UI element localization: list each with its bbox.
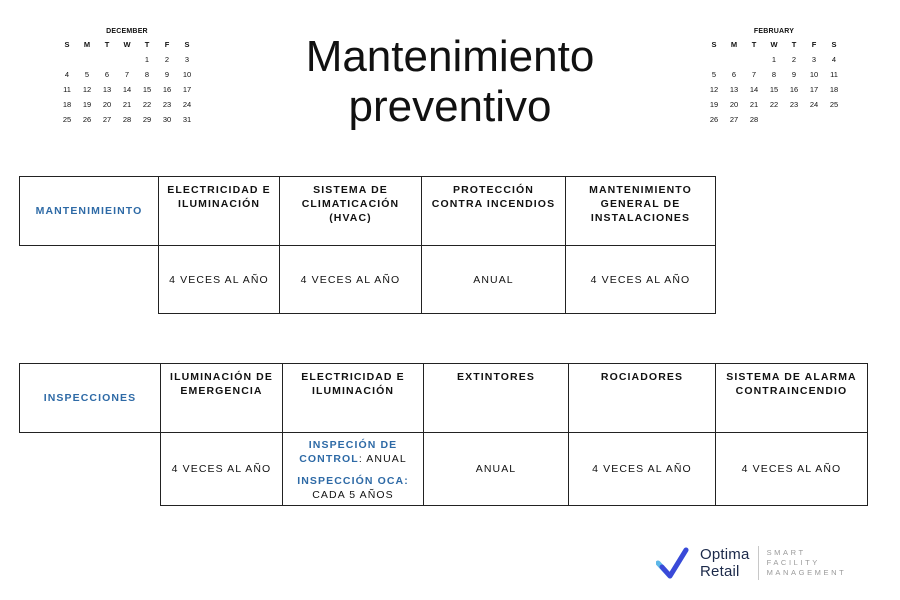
calendar-day: 23 — [162, 100, 172, 109]
weekday-label: M — [83, 40, 91, 49]
table-row — [20, 177, 716, 246]
calendar-day: 5 — [711, 70, 717, 79]
weekday-label: S — [831, 40, 837, 49]
calendar-day: 19 — [709, 100, 719, 109]
calendar-day: 7 — [124, 70, 130, 79]
calendar-day: 5 — [84, 70, 90, 79]
calendar-day: 27 — [729, 115, 739, 124]
value-cell: 4 VECES AL AÑO — [161, 433, 283, 506]
calendar-month-label: FEBRUARY — [753, 28, 795, 35]
header-cell: ILUMINACIÓN DE EMERGENCIA — [161, 364, 283, 433]
table-row — [20, 246, 716, 314]
row-label: MANTENIMIEINTO — [20, 177, 159, 246]
calendar-day: 25 — [62, 115, 72, 124]
calendar-day: 21 — [749, 100, 759, 109]
calendar-day: 28 — [122, 115, 132, 124]
calendar-day: 20 — [729, 100, 739, 109]
calendar-day — [77, 52, 97, 67]
calendar-day: 10 — [809, 70, 819, 79]
logo-name — [700, 546, 750, 580]
calendar-december — [57, 26, 197, 127]
calendar-day: 13 — [729, 85, 739, 94]
weekday-label: T — [144, 40, 150, 49]
page-title-line-2: preventivo — [348, 82, 552, 131]
calendar-day: 9 — [791, 70, 797, 79]
calendar-day: 26 — [709, 115, 719, 124]
calendar-month-label: DECEMBER — [106, 28, 148, 35]
calendar-grid — [57, 37, 197, 127]
calendar-day: 3 — [184, 55, 190, 64]
checkmark-logo-icon — [656, 545, 692, 581]
weekday-label: W — [123, 40, 131, 49]
value-cell: ANUAL — [422, 246, 566, 314]
calendar-february — [704, 26, 844, 127]
weekday-label: M — [730, 40, 738, 49]
calendar-day — [704, 52, 724, 67]
value-cell: 4 VECES AL AÑO — [569, 433, 716, 506]
optima-retail-logo — [656, 543, 846, 583]
calendar-day: 11 — [830, 70, 838, 79]
calendar-day: 16 — [162, 85, 172, 94]
calendar-day: 2 — [791, 55, 797, 64]
header-cell: ELECTRICIDAD E ILUMINACIÓN — [283, 364, 424, 433]
oca-inspection-label: INSPECCIÓN OCA: — [297, 475, 409, 487]
value-cell: 4 VECES AL AÑO — [159, 246, 280, 314]
calendar-day: 26 — [82, 115, 92, 124]
calendar-day: 10 — [182, 70, 192, 79]
calendar-day: 12 — [82, 85, 92, 94]
header-cell: PROTECCIÓN CONTRA INCENDIOS — [422, 177, 566, 246]
calendar-day: 14 — [749, 85, 759, 94]
empty-cell — [20, 246, 159, 314]
logo-name-line-2: Retail — [700, 563, 740, 580]
empty-cell — [20, 433, 161, 506]
calendar-day — [744, 52, 764, 67]
weekday-label: T — [751, 40, 757, 49]
header-cell: ELECTRICIDAD E ILUMINACIÓN — [159, 177, 280, 246]
value-cell: 4 VECES AL AÑO — [716, 433, 868, 506]
calendar-day — [57, 52, 77, 67]
calendar-day: 25 — [829, 100, 839, 109]
calendar-day: 17 — [182, 85, 192, 94]
header-cell: ROCIADORES — [569, 364, 716, 433]
weekday-label: F — [811, 40, 817, 49]
header-cell: EXTINTORES — [424, 364, 569, 433]
calendar-day: 6 — [731, 70, 737, 79]
table-row — [20, 433, 868, 506]
calendar-day: 4 — [64, 70, 70, 79]
calendar-day: 18 — [829, 85, 839, 94]
calendar-day: 31 — [182, 115, 192, 124]
calendar-day: 15 — [769, 85, 779, 94]
inspection-table — [19, 363, 868, 506]
calendar-day: 19 — [82, 100, 92, 109]
calendar-day: 18 — [62, 100, 72, 109]
control-inspection-value: : ANUAL — [358, 453, 407, 465]
row-label: INSPECCIONES — [20, 364, 161, 433]
calendar-day: 12 — [709, 85, 719, 94]
logo-tagline — [767, 548, 847, 578]
weekday-label: S — [64, 40, 70, 49]
weekday-label: S — [711, 40, 717, 49]
value-cell: 4 VECES AL AÑO — [280, 246, 422, 314]
logo-tagline-line: FACILITY — [766, 558, 820, 567]
calendar-day: 8 — [771, 70, 777, 79]
calendar-day: 27 — [102, 115, 112, 124]
calendar-day: 4 — [831, 55, 837, 64]
calendar-day: 23 — [789, 100, 799, 109]
table-row — [20, 364, 868, 433]
calendar-day — [117, 52, 137, 67]
logo-tagline-line: SMART — [766, 548, 806, 557]
calendar-day: 6 — [104, 70, 110, 79]
calendar-day: 1 — [144, 55, 150, 64]
calendar-day: 28 — [749, 115, 759, 124]
calendar-day: 22 — [769, 100, 779, 109]
calendar-day: 24 — [809, 100, 819, 109]
value-cell: 4 VECES AL AÑO — [566, 246, 716, 314]
calendar-grid — [704, 37, 844, 127]
calendar-day: 20 — [102, 100, 112, 109]
calendar-day: 16 — [789, 85, 799, 94]
calendar-day: 3 — [811, 55, 817, 64]
calendar-day — [724, 52, 744, 67]
value-cell-electricity — [283, 433, 424, 506]
calendar-day: 9 — [164, 70, 170, 79]
oca-inspection-value: CADA 5 AÑOS — [312, 489, 394, 501]
value-cell: ANUAL — [424, 433, 569, 506]
calendar-day: 21 — [122, 100, 132, 109]
header-cell: SISTEMA DE CLIMATICACIÓN (HVAC) — [280, 177, 422, 246]
calendar-day: 17 — [809, 85, 819, 94]
weekday-label: W — [770, 40, 778, 49]
weekday-label: F — [164, 40, 170, 49]
page-title — [250, 32, 650, 132]
weekday-label: S — [184, 40, 190, 49]
logo-divider — [758, 546, 759, 580]
calendar-day: 11 — [63, 85, 71, 94]
calendar-day: 1 — [771, 55, 777, 64]
calendar-day: 22 — [142, 100, 152, 109]
calendar-day: 29 — [142, 115, 152, 124]
calendar-day: 14 — [122, 85, 132, 94]
calendar-day: 13 — [102, 85, 112, 94]
calendar-day: 24 — [182, 100, 192, 109]
page-title-line-1: Mantenimiento — [305, 32, 595, 81]
logo-name-line-1: Optima — [700, 546, 750, 563]
calendar-day: 30 — [162, 115, 172, 124]
control-inspection-label: INSPECIÓN DE CONTROL — [299, 439, 398, 465]
header-cell: MANTENIMIENTO GENERAL DE INSTALACIONES — [566, 177, 716, 246]
logo-tagline-line: MANAGEMENT — [766, 568, 847, 577]
header-cell: SISTEMA DE ALARMA CONTRAINCENDIO — [716, 364, 868, 433]
calendar-day — [97, 52, 117, 67]
calendar-day: 8 — [144, 70, 150, 79]
weekday-label: T — [104, 40, 110, 49]
calendar-day: 15 — [142, 85, 152, 94]
weekday-label: T — [791, 40, 797, 49]
calendar-day: 2 — [164, 55, 170, 64]
maintenance-table — [19, 176, 716, 314]
calendar-day: 7 — [751, 70, 757, 79]
